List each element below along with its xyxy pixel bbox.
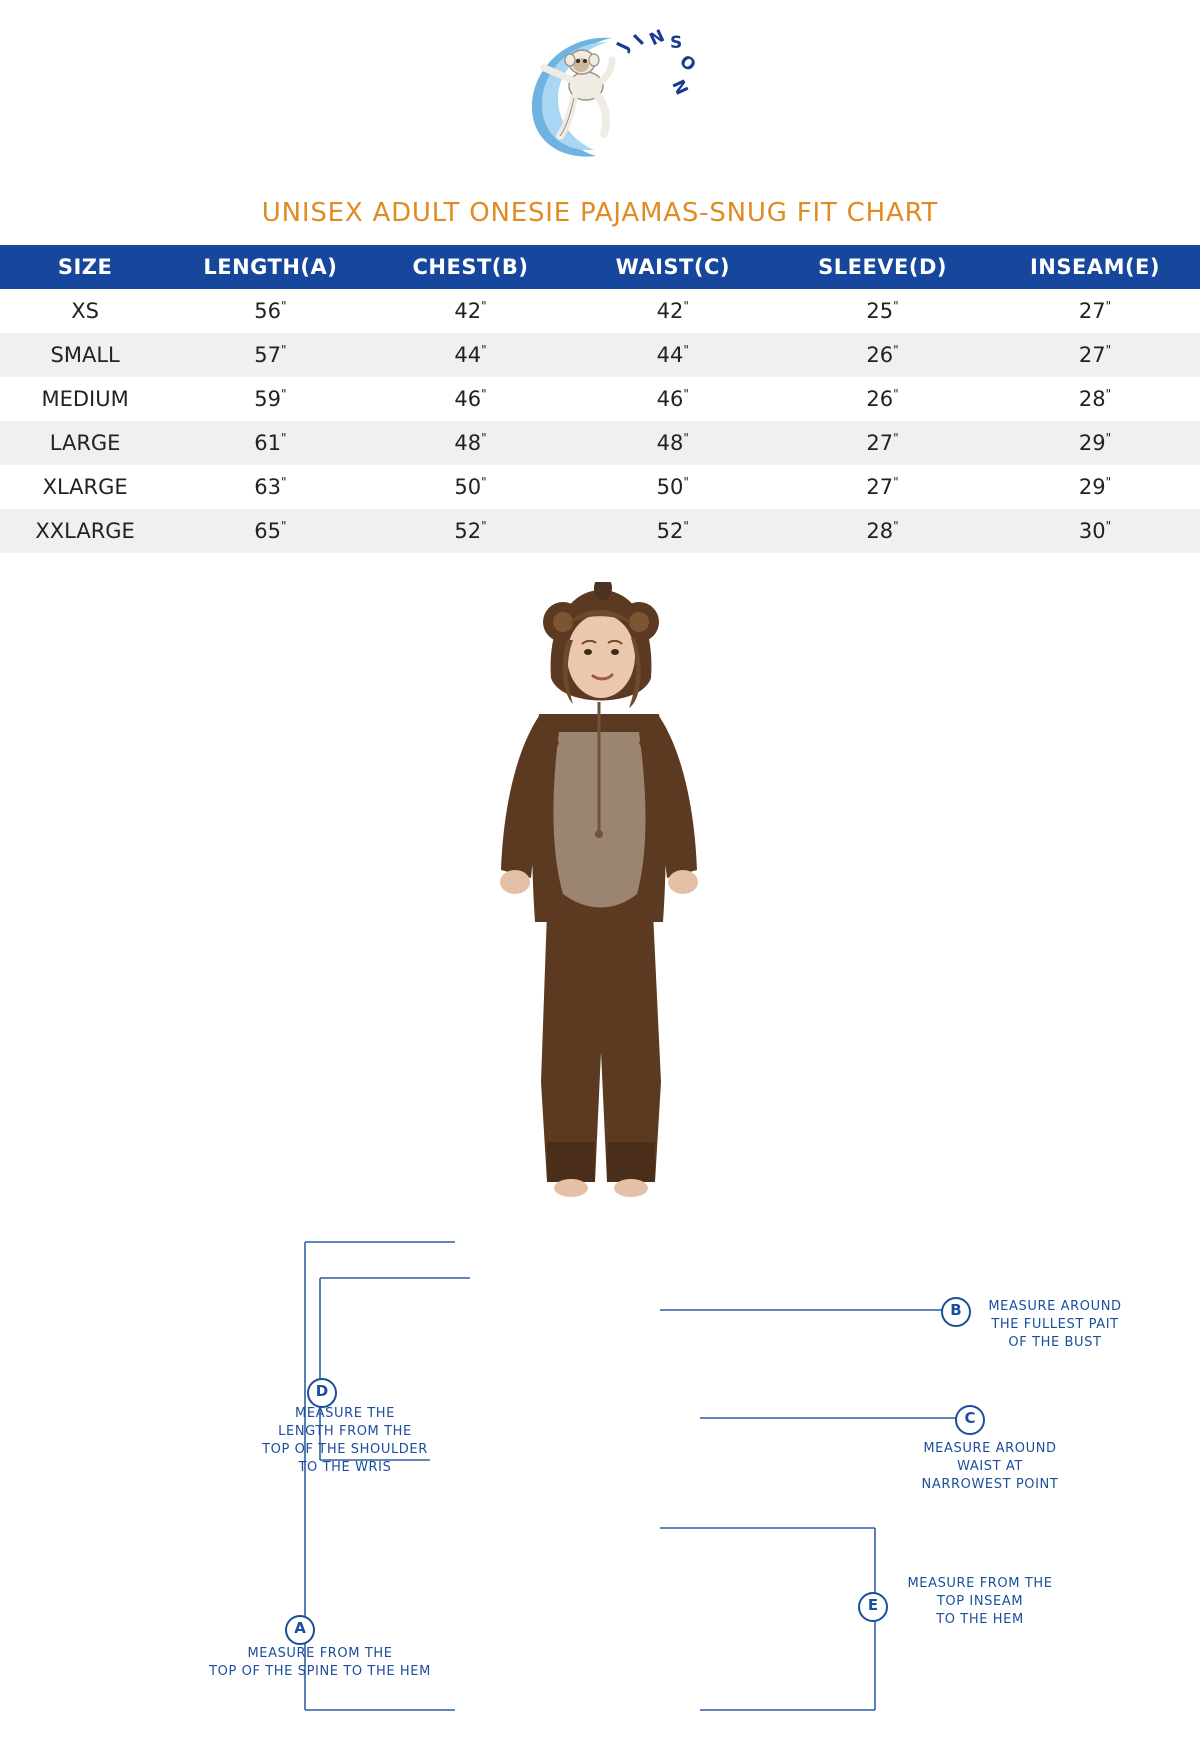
cell-size: MEDIUM	[41, 387, 129, 411]
col-header-inseam: INSEAM(E)	[990, 245, 1200, 289]
annotation-line: MEASURE FROM THE	[907, 1576, 1053, 1591]
col-header-length: LENGTH(A)	[170, 245, 370, 289]
badge-b: B	[941, 1297, 971, 1327]
cell-waist: 50"	[656, 475, 689, 499]
unit-mark: "	[280, 431, 287, 445]
table-row	[0, 509, 1200, 553]
unit-mark: "	[893, 475, 899, 489]
size-chart-table	[0, 245, 1200, 553]
cell-length: 59"	[254, 387, 287, 411]
unit-mark: "	[280, 519, 287, 533]
measurement-annotations	[0, 1120, 1200, 1760]
unit-mark: "	[893, 299, 899, 313]
annotation-line: THE FULLEST PAIT	[991, 1317, 1119, 1332]
cell-chest: 48"	[454, 431, 487, 455]
annotation-line: TOP OF THE SHOULDER	[262, 1442, 428, 1457]
unit-mark: "	[1105, 387, 1112, 401]
annotation-text-e	[885, 1575, 1075, 1629]
unit-mark: "	[893, 431, 899, 445]
cell-inseam: 28"	[1078, 387, 1112, 411]
cell-chest: 50"	[454, 475, 487, 499]
unit-mark: "	[280, 387, 287, 401]
unit-mark: "	[481, 519, 487, 533]
cell-waist: 48"	[656, 431, 689, 455]
unit-mark: "	[481, 343, 487, 357]
unit-mark: "	[893, 343, 899, 357]
cell-inseam: 30"	[1078, 519, 1112, 543]
annotation-line: TO THE WRIS	[298, 1460, 392, 1475]
unit-mark: "	[280, 475, 287, 489]
cell-inseam: 29"	[1078, 475, 1112, 499]
cell-chest: 46"	[454, 387, 487, 411]
cell-sleeve: 26"	[866, 387, 899, 411]
annotation-line: TO THE HEM	[936, 1612, 1024, 1627]
cell-length: 56"	[254, 299, 287, 323]
annotation-line: MEASURE FROM THE	[247, 1646, 393, 1661]
annotation-line: NARROWEST POINT	[921, 1477, 1059, 1492]
badge-e: E	[858, 1592, 888, 1622]
cell-waist: 44"	[656, 343, 689, 367]
annotation-line: LENGTH FROM THE	[278, 1424, 412, 1439]
annotation-text-b	[960, 1298, 1150, 1352]
cell-chest: 52"	[454, 519, 487, 543]
unit-mark: "	[1105, 475, 1112, 489]
cell-length: 61"	[254, 431, 287, 455]
cell-size: XS	[71, 299, 99, 323]
cell-waist: 42"	[656, 299, 689, 323]
unit-mark: "	[280, 343, 287, 357]
annotation-line: MEASURE AROUND	[923, 1441, 1057, 1456]
col-header-waist: WAIST(C)	[570, 245, 775, 289]
unit-mark: "	[481, 299, 487, 313]
brand-logo	[0, 14, 1200, 184]
cell-size: SMALL	[50, 343, 120, 367]
table-header-row	[0, 245, 1200, 289]
cell-inseam: 29"	[1078, 431, 1112, 455]
unit-mark: "	[683, 431, 689, 445]
table-body	[0, 289, 1200, 553]
unit-mark: "	[481, 387, 487, 401]
col-header-chest: CHEST(B)	[371, 245, 571, 289]
cell-size: XLARGE	[42, 475, 128, 499]
table-row	[0, 289, 1200, 333]
brand-name: J I N S O N	[613, 25, 701, 100]
annotation-line: WAIST AT	[957, 1459, 1023, 1474]
annotation-line: TOP INSEAM	[936, 1594, 1024, 1609]
unit-mark: "	[481, 431, 487, 445]
unit-mark: "	[893, 387, 899, 401]
cell-length: 63"	[254, 475, 287, 499]
unit-mark: "	[683, 299, 689, 313]
unit-mark: "	[683, 519, 689, 533]
cell-length: 65"	[254, 519, 287, 543]
table-row	[0, 333, 1200, 377]
annotation-line: MEASURE THE	[295, 1406, 395, 1421]
unit-mark: "	[1105, 299, 1112, 313]
badge-d: D	[307, 1378, 337, 1408]
unit-mark: "	[683, 475, 689, 489]
cell-sleeve: 26"	[866, 343, 899, 367]
model-illustration	[455, 582, 745, 1200]
unit-mark: "	[1105, 519, 1112, 533]
annotation-line: MEASURE AROUND	[988, 1299, 1122, 1314]
annotation-text-d	[245, 1405, 445, 1477]
cell-inseam: 27"	[1078, 343, 1112, 367]
cell-chest: 42"	[454, 299, 487, 323]
unit-mark: "	[1105, 431, 1112, 445]
unit-mark: "	[481, 475, 487, 489]
table-row	[0, 465, 1200, 509]
table-row	[0, 421, 1200, 465]
cell-waist: 46"	[656, 387, 689, 411]
cell-sleeve: 28"	[866, 519, 899, 543]
cell-length: 57"	[254, 343, 287, 367]
col-header-size: SIZE	[0, 245, 170, 289]
table-row	[0, 377, 1200, 421]
cell-size: LARGE	[49, 431, 121, 455]
cell-chest: 44"	[454, 343, 487, 367]
unit-mark: "	[683, 343, 689, 357]
annotation-text-c	[885, 1440, 1095, 1494]
cell-sleeve: 27"	[866, 475, 899, 499]
unit-mark: "	[280, 299, 287, 313]
badge-a: A	[285, 1615, 315, 1645]
cell-sleeve: 25"	[866, 299, 899, 323]
annotation-line: TOP OF THE SPINE TO THE HEM	[209, 1664, 431, 1679]
cell-waist: 52"	[656, 519, 689, 543]
cell-size: XXLARGE	[35, 519, 135, 543]
unit-mark: "	[1105, 343, 1112, 357]
model-photo	[0, 560, 1200, 1679]
badge-c: C	[955, 1405, 985, 1435]
col-header-sleeve: SLEEVE(D)	[775, 245, 990, 289]
annotation-text-a	[175, 1645, 465, 1681]
page-title: UNISEX ADULT ONESIE PAJAMAS-SNUG FIT CHART	[261, 198, 939, 228]
cell-sleeve: 27"	[866, 431, 899, 455]
unit-mark: "	[683, 387, 689, 401]
cell-inseam: 27"	[1078, 299, 1112, 323]
unit-mark: "	[893, 519, 899, 533]
annotation-line: OF THE BUST	[1008, 1335, 1102, 1350]
